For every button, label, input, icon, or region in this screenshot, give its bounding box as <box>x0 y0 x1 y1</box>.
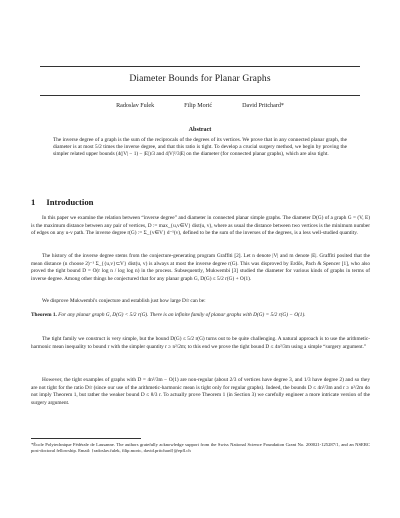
footnote-rule <box>31 438 141 439</box>
theorem-label: Theorem 1. <box>31 312 57 318</box>
section-title: Introduction <box>46 197 94 207</box>
section-number: 1 <box>31 197 36 207</box>
abstract-text: The inverse degree of a graph is the sum of the reciprocals of the degrees of its vertices. We prove that in any connected planar graph, the diameter is at most 5/2 times the inverse degree, and that this ratio is tight. To develop a crucial surgery method, we begin by proving the simpler related upper bounds (4(|V| − 1) − |E|)/3 and 4|V|²/3|E| on the diameter (for connected planar graphs), which are also tight. <box>53 137 347 157</box>
theorem <box>31 312 370 320</box>
paper-title: Diameter Bounds for Planar Graphs <box>129 73 271 84</box>
paragraph <box>31 253 370 283</box>
theorem-text: For any planar graph G, D(G) < 5/2 r(G). There is an infinite family of planar graphs with D(G) = 5/2 r(G) − O(1). <box>58 312 306 318</box>
author-list <box>0 103 400 109</box>
section-heading <box>31 197 94 207</box>
paragraph-text: The tight family we construct is very simple, but the bound D(G) ≤ 5/2 r(G) turns out to be quite challenging. A natural approach is to use the arithmetic-harmonic mean inequality to bound r with the simpler quantity r ≥ n²/2m; to this end we prove the tight bound D ≤ 4n²/3m using a simple “surgery argument.” <box>31 336 370 350</box>
author-name: David Pritchard* <box>242 103 284 109</box>
title-box <box>40 66 360 96</box>
paragraph <box>31 336 370 351</box>
paragraph-text: In this paper we examine the relation between “inverse degree” and diameter in connected planar simple graphs. The diameter D(G) of a graph G = (V, E) is the maximum distance between any pair of vertices, D := max_{u,v∈V} dist(u, v), where as usual the distance between two vertices is the minimum number of edges on any u-v path. The inverse degree r(G) := Σ_{v∈V} d⁻¹(v), defined to be the sum of the inverses of the degrees, is a less well-studied quantity. <box>31 215 370 237</box>
paragraph <box>31 377 370 407</box>
paragraph-text: The history of the inverse degree stems from the conjecture-generating program Graffiti [2]. Let n denote |V| and m denote |E|. Graffiti posited that the mean distance (n choose 2)⁻¹ Σ_{{u,v}⊂V} dist(u, v) is always at most the inverse degree r(G). This was disproved by Erdős, Pach & Spencer [1], who also proved the tight bound D = O(r log n / log log n) in the process. Subsequently, Mukwembi [3] studied the diameter for various kinds of graphs in terms of inverse degree. Among other things he conjectured that for any planar graph G, D(G) ≤ 5/2 r(G) + O(1). <box>31 253 370 282</box>
paragraph <box>31 298 370 306</box>
author-name: Radoslav Fulek <box>116 103 155 109</box>
paragraph-text: We disprove Mukwembi's conjecture and establish just how large D/r can be: <box>42 298 206 304</box>
abstract-heading: Abstract <box>188 127 212 133</box>
paragraph-text: However, the tight examples of graphs with D = 4n²/3m − O(1) are non-regular (about 2/3 of vertices have degree 3, and 1/3 have degree 2) and so they are not tight for the ratio D/r (since our use of the arithmetic-harmonic mean is tight only for regular graphs). Indeed, the bounds D ≤ 4n²/3m and r ≥ n²/2m do not imply Theorem 1, but rather the weaker bound D ≤ 8/3 r. To actually prove Theorem 1 (in Section 3) we carefully engineer a more intricate version of the surgery argument. <box>31 377 370 406</box>
paragraph <box>31 215 370 238</box>
footnote: *École Polytechnique Fédérale de Lausanne. The authors gratefully acknowledge support from the Swiss National Science Foundation Grant No. 200021-125287/1, and an NSERC post-doctoral fellowship. Email: {radoslav.fulek, filip.moric, david.pritchard}@epfl.ch <box>31 442 370 454</box>
author-name: Filip Morić <box>184 103 213 109</box>
